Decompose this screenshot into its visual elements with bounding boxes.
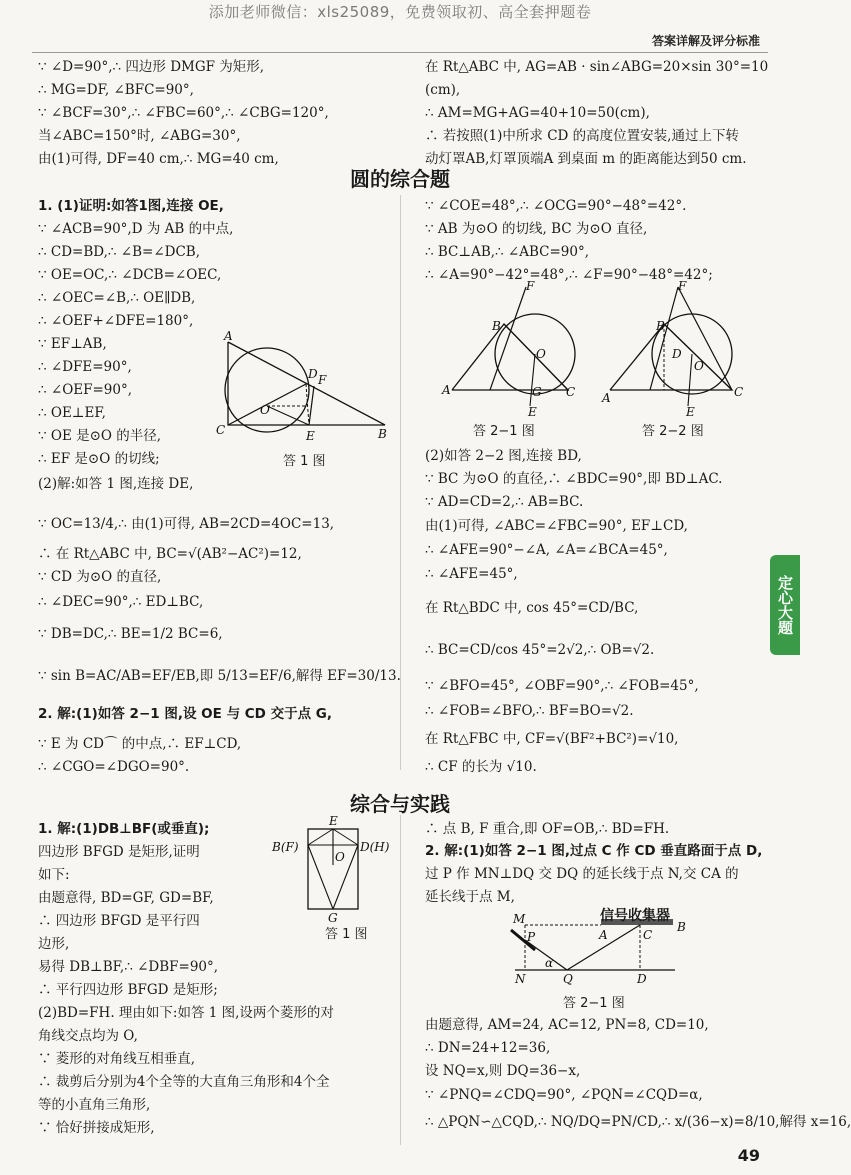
text-line: ∵ ∠BFO=45°, ∠OBF=90°,∴ ∠FOB=45°,: [425, 678, 699, 694]
text-line: 由题意得, BD=GF, GD=BF,: [38, 890, 214, 906]
label-d: D: [308, 367, 318, 381]
text-line: 2. 解:(1)如答 2−1 图,过点 C 作 CD 垂直路面于点 D,: [425, 843, 763, 859]
caption-fig1: 答 1 图: [283, 454, 326, 469]
text-line: (2)BD=FH. 理由如下:如答 1 图,设两个菱形的对: [38, 1005, 334, 1021]
text-line: ∴ ∠AFE=45°,: [425, 566, 518, 582]
text-line: 在 Rt△BDC 中, cos 45°=CD/BC,: [425, 600, 639, 616]
label-b: B: [656, 319, 665, 333]
text-line: 如下:: [38, 867, 70, 883]
text-line: ∴ 四边形 BFGD 是平行四: [38, 913, 200, 929]
text-line: ∵ AD=CD=2,∴ AB=BC.: [425, 494, 584, 510]
watermark: 添加老师微信：xls25089，免费领取初、高全套押题卷: [208, 3, 592, 21]
text-line: ∴ EF 是⊙O 的切线;: [38, 451, 160, 467]
text-line: ∵ AB 为⊙O 的切线, BC 为⊙O 直径,: [425, 221, 648, 237]
text-line: ∴ 若按照(1)中所求 CD 的高度位置安装,通过上下转: [425, 128, 739, 144]
text-line: 由题意得, AM=24, AC=12, PN=8, CD=10,: [425, 1017, 709, 1033]
label-o: O: [335, 850, 345, 864]
triangle-abc: [610, 324, 732, 390]
label-f: F: [526, 279, 535, 293]
text-line: 1. 解:(1)DB⊥BF(或垂直);: [38, 821, 210, 837]
column-divider: [400, 815, 401, 1145]
text-line: ∵ OE 是⊙O 的半径,: [38, 428, 162, 444]
label-dh: D(H): [360, 840, 390, 854]
text-line: ∵ ∠PNQ=∠CDQ=90°, ∠PQN=∠CQD=α,: [425, 1087, 703, 1103]
text-line: ∴ ∠DFE=90°,: [38, 359, 132, 375]
label-b: B: [492, 319, 501, 333]
text-line: ∴ AM=MG+AG=40+10=50(cm),: [425, 105, 650, 121]
text-line: ∴ OE⊥EF,: [38, 405, 106, 421]
text-line: ∴ MG=DF, ∠BFC=90°,: [38, 82, 194, 98]
label-bf: B(F): [272, 840, 299, 854]
text-line: 过 P 作 MN⊥DQ 交 DQ 的延长线于点 N,交 CA 的: [425, 866, 739, 882]
figure-answer-2-1: [440, 279, 595, 419]
text-line: ∴ DN=24+12=36,: [425, 1040, 551, 1056]
label-g: G: [328, 911, 338, 925]
header-rule: [32, 52, 768, 53]
label-a: A: [602, 391, 611, 405]
text-line: (2)如答 2−2 图,连接 BD,: [425, 448, 582, 464]
label-g: G: [532, 385, 542, 399]
text-line: ∴ ∠DEC=90°,∴ ED⊥BC,: [38, 594, 204, 610]
text-line: ∴ 裁剪后分别为4个全等的大直角三角形和4个全: [38, 1074, 330, 1090]
label-n: N: [515, 972, 526, 986]
label-q: Q: [563, 972, 573, 986]
text-line: ∵ 恰好拼接成矩形,: [38, 1120, 155, 1136]
caption-fig2-2: 答 2−2 图: [642, 424, 704, 439]
text-line: 动灯罩AB,灯罩顶端A 到桌面 m 的距离能达到50 cm.: [425, 151, 747, 167]
text-line: 在 Rt△ABC 中, AG=AB · sin∠ABG=20×sin 30°=10: [425, 59, 769, 75]
text-line: 由(1)可得, DF=40 cm,∴ MG=40 cm,: [38, 151, 279, 167]
label-f: F: [678, 279, 687, 293]
text-line: 四边形 BFGD 是矩形,证明: [38, 844, 200, 860]
text-line: ∵ ∠COE=48°,∴ ∠OCG=90°−48°=42°.: [425, 198, 687, 214]
segment-bg: [308, 845, 333, 909]
label-c: C: [216, 423, 226, 437]
label-e: E: [686, 405, 695, 419]
text-line: ∴ 在 Rt△ABC 中, BC=√(AB²−AC²)=12,: [38, 546, 302, 562]
text-line: 1. (1)证明:如答1图,连接 OE,: [38, 198, 224, 214]
label-o: O: [260, 403, 270, 417]
text-line: ∵ ∠BCF=30°,∴ ∠FBC=60°,∴ ∠CBG=120°,: [38, 105, 329, 121]
side-tab: 定心大题: [770, 555, 800, 655]
text-line: 在 Rt△FBC 中, CF=√(BF²+BC²)=√10,: [425, 731, 679, 747]
text-line: 延长线于点 M,: [425, 889, 515, 905]
text-line: ∴ ∠A=90°−42°=48°,∴ ∠F=90°−48°=42°;: [425, 267, 713, 283]
text-line: ∴ ∠FOB=∠BFO,∴ BF=BO=√2.: [425, 703, 634, 719]
text-line: ∴ △PQN∽△CQD,∴ NQ/DQ=PN/CD,∴ x/(36−x)=8/10,解得 x=16,: [425, 1114, 851, 1130]
text-line: ∵ DB=DC,∴ BE=1/2 BC=6,: [38, 626, 223, 642]
text-line: ∵ OE=OC,∴ ∠DCB=∠OEC,: [38, 267, 222, 283]
text-line: ∴ ∠AFE=90°−∠A, ∠A=∠BCA=45°,: [425, 542, 668, 558]
segment-be: [308, 829, 333, 845]
text-line: ∴ BC=CD/cos 45°=2√2,∴ OB=√2.: [425, 642, 655, 658]
label-d: D: [672, 347, 682, 361]
text-line: 易得 DB⊥BF,∴ ∠DBF=90°,: [38, 959, 219, 975]
label-alpha: α: [545, 956, 554, 970]
segment-f: [490, 287, 526, 390]
section-title-circle: 圆的综合题: [350, 167, 450, 191]
header-title: 答案详解及评分标准: [651, 34, 760, 48]
figure-practice-1: [272, 815, 400, 923]
caption-fig2-1: 答 2−1 图: [473, 424, 535, 439]
text-line: ∴ ∠OEF+∠DFE=180°,: [38, 313, 194, 329]
text-line: ∵ CD 为⊙O 的直径,: [38, 569, 162, 585]
label-d: D: [637, 972, 647, 986]
text-line: 边形,: [38, 936, 70, 952]
text-line: 由(1)可得, ∠ABC=∠FBC=90°, EF⊥CD,: [425, 518, 688, 534]
text-line: ∴ ∠OEF=90°,: [38, 382, 133, 398]
text-line: 当∠ABC=150°时, ∠ABG=30°,: [38, 128, 241, 144]
segment-de: [333, 829, 358, 845]
page-number: 49: [737, 1146, 760, 1165]
label-a: A: [599, 928, 608, 942]
figure-answer-1: [212, 328, 400, 458]
text-line: ∴ BC⊥AB,∴ ∠ABC=90°,: [425, 244, 590, 260]
text-line: (2)解:如答 1 图,连接 DE,: [38, 476, 194, 492]
text-line: ∴ 平行四边形 BFGD 是矩形;: [38, 982, 218, 998]
signal-collector-label: 信号收集器: [600, 908, 670, 924]
text-line: (cm),: [425, 82, 461, 98]
figure-answer-2-2: [600, 279, 760, 419]
label-o: O: [536, 347, 546, 361]
text-line: ∴ ∠OEC=∠B,∴ OE∥DB,: [38, 290, 196, 306]
label-p: P: [527, 930, 536, 944]
text-line: 角线交点均为 O,: [38, 1028, 138, 1044]
text-line: ∵ sin B=AC/AB=EF/EB,即 5/13=EF/6,解得 EF=30/13.: [38, 668, 401, 684]
text-line: ∵ E 为 CD⌒ 的中点,∴ EF⊥CD,: [38, 736, 242, 752]
label-c: C: [566, 385, 576, 399]
label-c: C: [643, 928, 653, 942]
text-line: ∴ CF 的长为 √10.: [425, 759, 537, 775]
label-f: F: [318, 373, 327, 387]
text-line: 等的小直角三角形,: [38, 1097, 151, 1113]
text-line: ∴ CD=BD,∴ ∠B=∠DCB,: [38, 244, 200, 260]
label-e: E: [528, 405, 537, 419]
segment-fc: [678, 287, 732, 390]
label-o: O: [694, 359, 704, 373]
label-e: E: [306, 429, 315, 443]
label-e: E: [329, 814, 338, 828]
segment-oe: [267, 406, 309, 425]
text-line: ∴ 点 B, F 重合,即 OF=OB,∴ BD=FH.: [425, 821, 670, 837]
label-a: A: [224, 329, 233, 343]
label-b: B: [378, 427, 387, 441]
label-m: M: [513, 912, 526, 926]
label-a: A: [442, 383, 451, 397]
text-line: ∵ BC 为⊙O 的直径,∴ ∠BDC=90°,即 BD⊥AC.: [425, 471, 723, 487]
text-line: ∴ ∠CGO=∠DGO=90°.: [38, 759, 190, 775]
text-line: ∵ ∠D=90°,∴ 四边形 DMGF 为矩形,: [38, 59, 265, 75]
text-line: ∵ 菱形的对角线互相垂直,: [38, 1051, 196, 1067]
text-line: 设 NQ=x,则 DQ=36−x,: [425, 1063, 581, 1079]
caption-practice-fig1: 答 1 图: [325, 927, 368, 942]
label-c: C: [734, 385, 744, 399]
text-line: 2. 解:(1)如答 2−1 图,设 OE 与 CD 交于点 G,: [38, 706, 333, 722]
text-line: ∵ OC=13/4,∴ 由(1)可得, AB=2CD=4OC=13,: [38, 516, 335, 532]
caption-practice-fig2-1: 答 2−1 图: [563, 996, 625, 1011]
text-line: ∵ ∠ACB=90°,D 为 AB 的中点,: [38, 221, 234, 237]
label-b: B: [677, 920, 686, 934]
section-title-practice: 综合与实践: [350, 792, 450, 816]
segment-ef: [309, 386, 314, 425]
segment-oe: [688, 354, 692, 406]
text-line: ∵ EF⊥AB,: [38, 336, 107, 352]
